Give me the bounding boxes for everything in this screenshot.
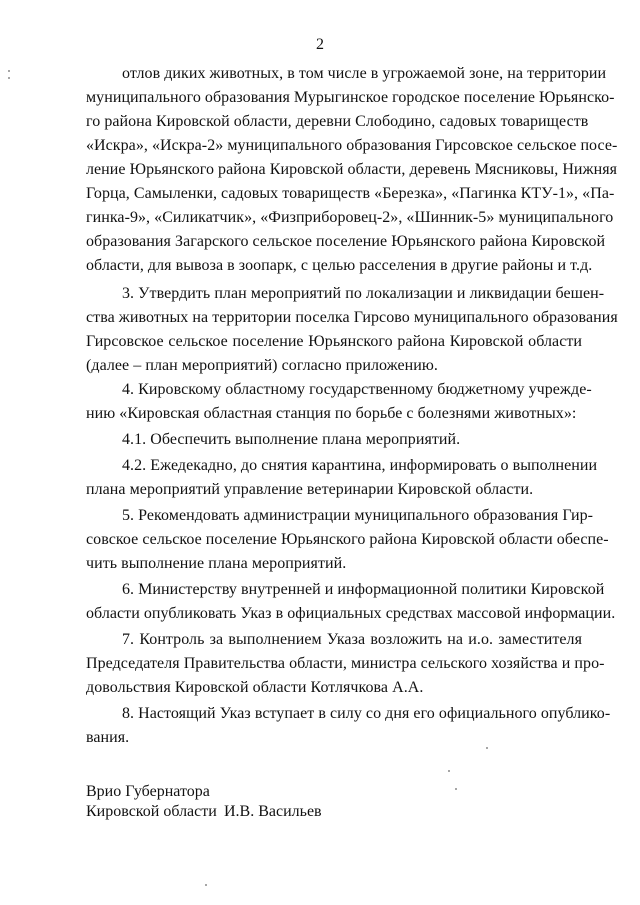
paragraph-4-2-line: 4.2. Ежедекадно, до снятия карантина, информировать о выполнении <box>122 457 598 474</box>
text-line: отлов диких животных, в том числе в угрожаемой зоне, на территории <box>122 65 607 82</box>
paragraph-8-line: вания. <box>86 729 130 746</box>
paragraph-7-line: Председателя Правительства области, министра сельского хозяйства и про- <box>86 655 605 672</box>
text-line: Горца, Самыленки, садовых товариществ «Березка», «Пагинка КТУ-1», «Па- <box>86 185 615 202</box>
text-line: муниципального образования Мурыгинское городское поселение Юрьянско- <box>86 89 615 106</box>
paragraph-3-line: Гирсовское сельское поселение Юрьянского района Кировской области <box>86 333 582 350</box>
paragraph-6-line: области опубликовать Указ в официальных средствах массовой информации. <box>86 605 616 622</box>
paragraph-5-line: чить выполнение плана мероприятий. <box>86 555 347 572</box>
scan-speck <box>205 884 207 886</box>
text-line: ление Юрьянского района Кировской области, деревень Мясниковы, Нижняя <box>86 161 618 178</box>
paragraph-6-line: 6. Министерству внутренней и информационной политики Кировской <box>122 581 605 598</box>
scan-speck <box>448 770 450 772</box>
scan-speck <box>455 788 457 790</box>
paragraph-3-line: ства животных на территории поселка Гирсово муниципального образования <box>86 309 618 326</box>
signature-name: И.В. Васильев <box>224 803 322 820</box>
scan-speck <box>486 747 488 749</box>
paragraph-4-2-line: плана мероприятий управление ветеринарии Кировской области. <box>86 481 534 498</box>
text-line: го района Кировской области, деревни Слободино, садовых товариществ <box>86 113 589 130</box>
text-line: «Искра», «Искра-2» муниципального образования Гирсовское сельское посе- <box>86 137 618 154</box>
paragraph-5-line: совское сельское поселение Юрьянского района Кировской области обеспе- <box>86 531 609 548</box>
paragraph-7-line: 7. Контроль за выполнением Указа возложить на и.о. заместителя <box>122 631 582 648</box>
scan-speck <box>8 70 10 72</box>
paragraph-3-line: 3. Утвердить план мероприятий по локализации и ликвидации бешен- <box>122 285 605 302</box>
text-line: гинка-9», «Силикатчик», «Физприборовец-2», «Шинник-5» муниципального <box>86 209 614 226</box>
text-line: области, для вывоза в зоопарк, с целью расселения в другие районы и т.д. <box>86 257 593 274</box>
signature-title: Врио Губернатора <box>86 783 210 800</box>
text-line: образования Загарского сельское поселение Юрьянского района Кировской <box>86 233 606 250</box>
paragraph-8-line: 8. Настоящий Указ вступает в силу со дня его официального опублико- <box>122 705 611 722</box>
scan-speck <box>8 77 10 79</box>
signature-region: Кировской области <box>86 803 217 820</box>
paragraph-7-line: довольствия Кировской области Котлячкова А.А. <box>86 679 424 696</box>
page-number: 2 <box>316 36 324 53</box>
paragraph-3-line: (далее – план мероприятий) согласно приложению. <box>86 357 438 374</box>
paragraph-4-1: 4.1. Обеспечить выполнение плана мероприятий. <box>122 431 461 448</box>
paragraph-5-line: 5. Рекомендовать администрации муниципального образования Гир- <box>122 507 594 524</box>
paragraph-4-line: 4. Кировскому областному государственному бюджетному учрежде- <box>122 381 592 398</box>
paragraph-4-line: нию «Кировская областная станция по борьбе с болезнями животных»: <box>86 405 577 422</box>
